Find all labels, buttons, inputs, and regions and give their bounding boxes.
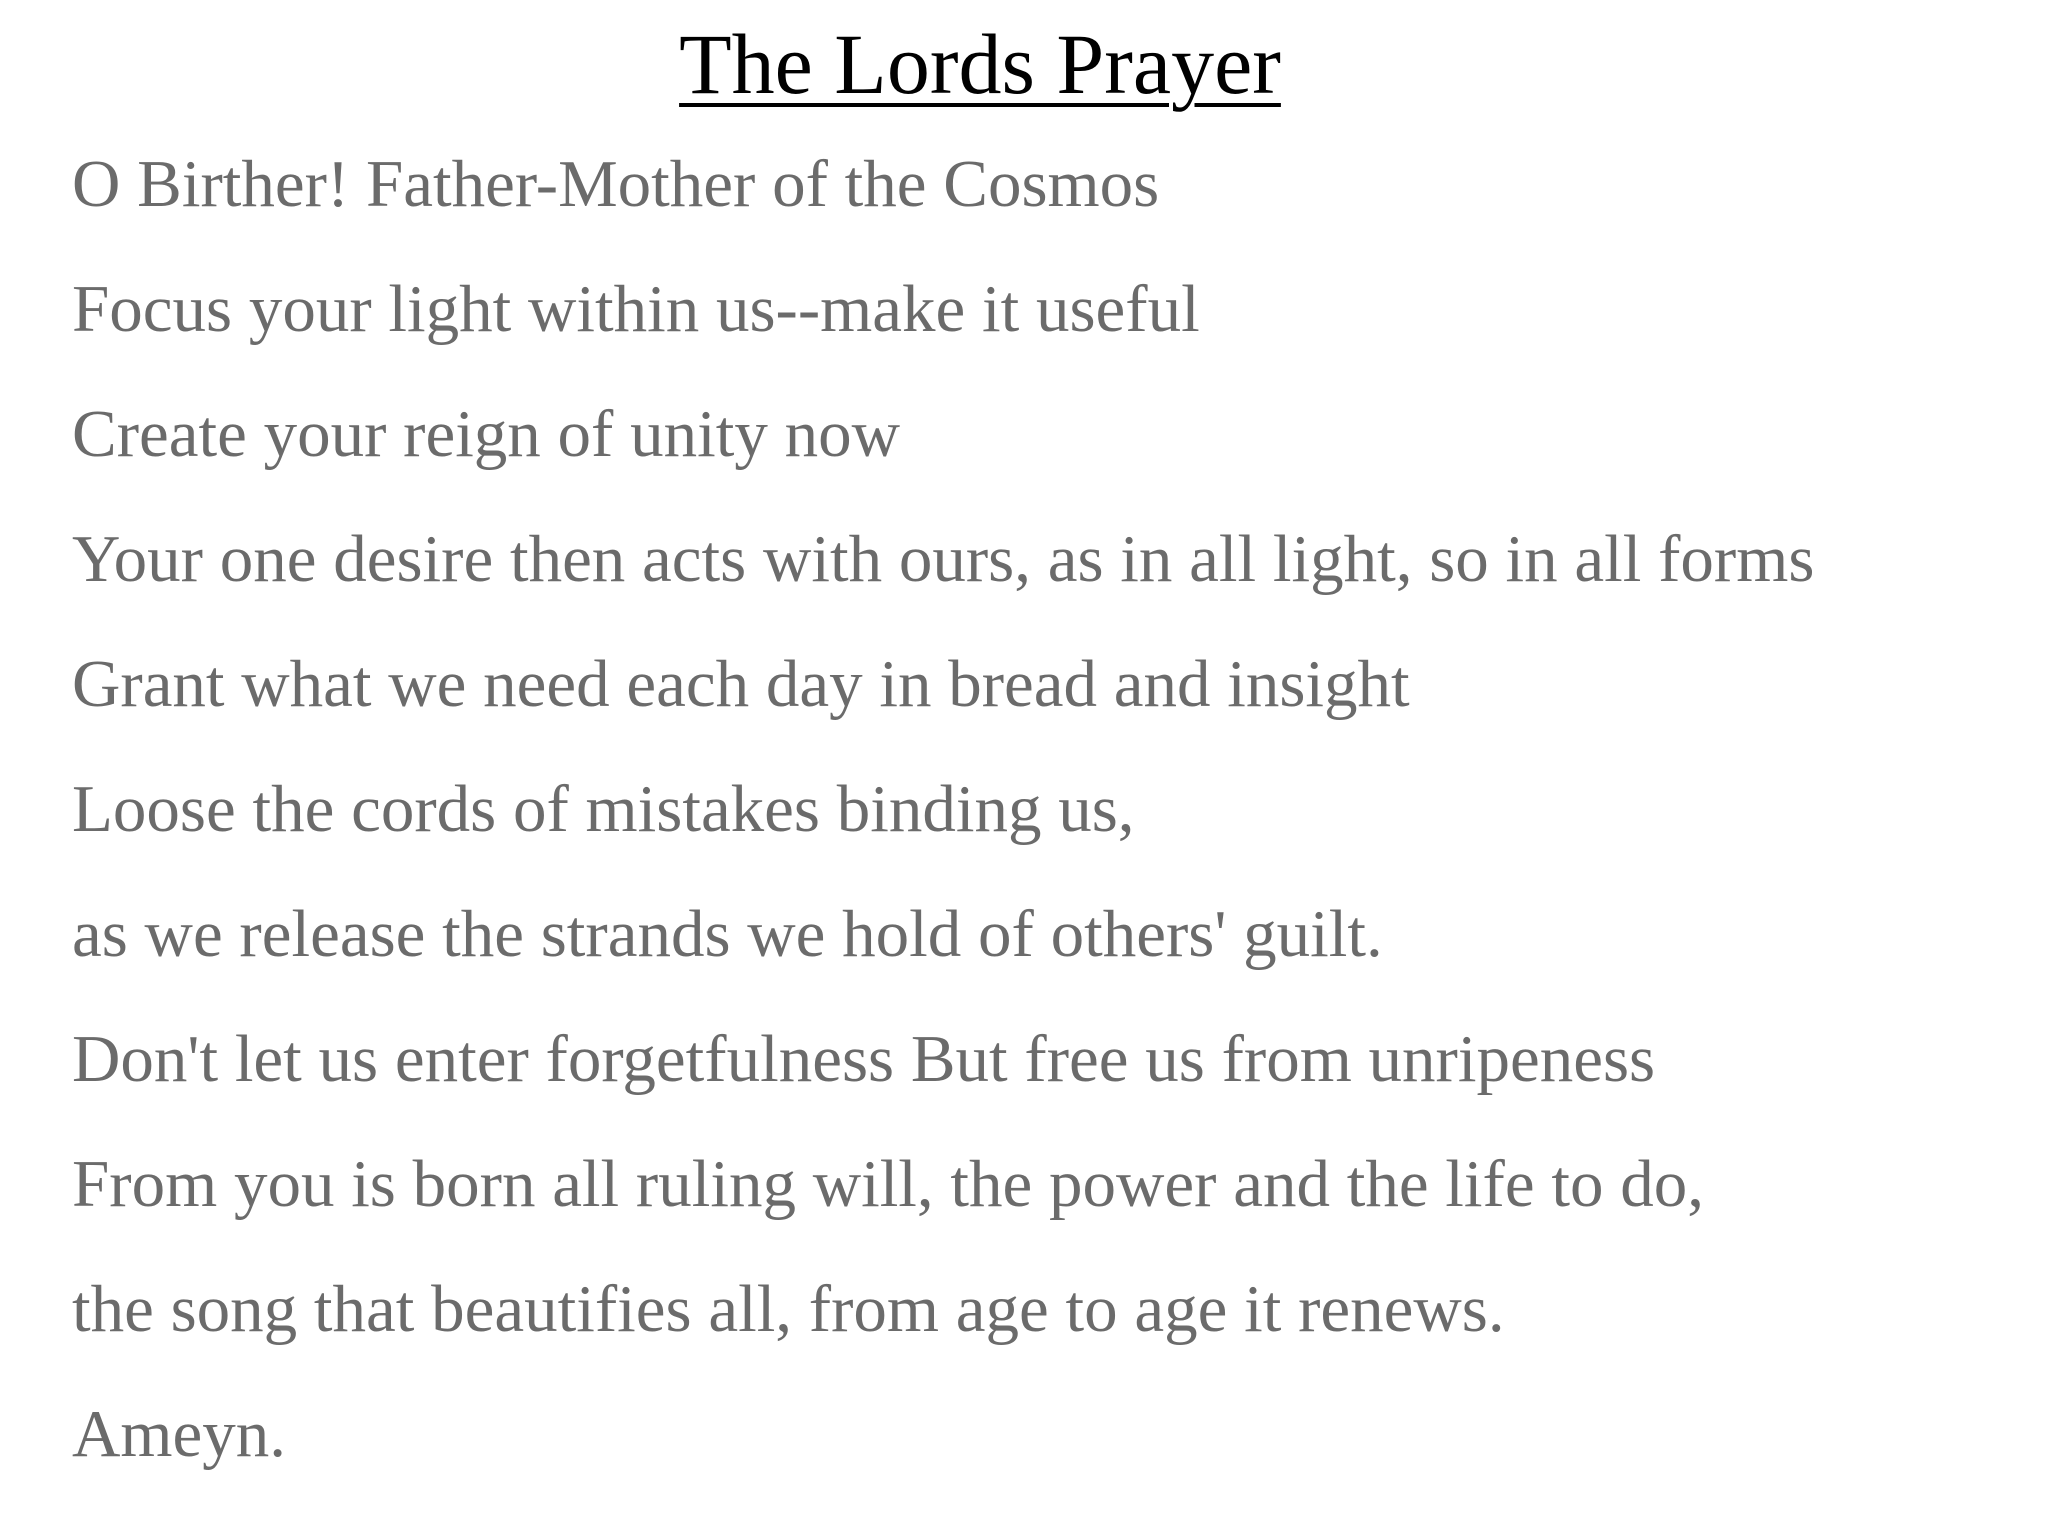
prayer-line: Loose the cords of mistakes binding us,: [72, 772, 1135, 846]
prayer-line: O Birther! Father-Mother of the Cosmos: [72, 147, 1160, 221]
prayer-line: Focus your light within us--make it useful: [72, 272, 1200, 346]
prayer-line: as we release the strands we hold of others' guilt.: [72, 897, 1383, 971]
prayer-text: [72, 122, 2012, 1497]
prayer-line: Grant what we need each day in bread and insight: [72, 647, 1410, 721]
prayer-line: Don't let us enter forgetfulness But free us from unripeness: [72, 1022, 1656, 1096]
prayer-line: From you is born all ruling will, the power and the life to do,: [72, 1147, 1704, 1221]
prayer-line: Create your reign of unity now: [72, 397, 900, 471]
prayer-line: the song that beautifies all, from age to age it renews.: [72, 1272, 1505, 1346]
document-title: The Lords Prayer: [679, 16, 1281, 112]
prayer-line: Ameyn.: [72, 1397, 286, 1471]
prayer-line: Your one desire then acts with ours, as in all light, so in all forms: [72, 522, 1815, 596]
